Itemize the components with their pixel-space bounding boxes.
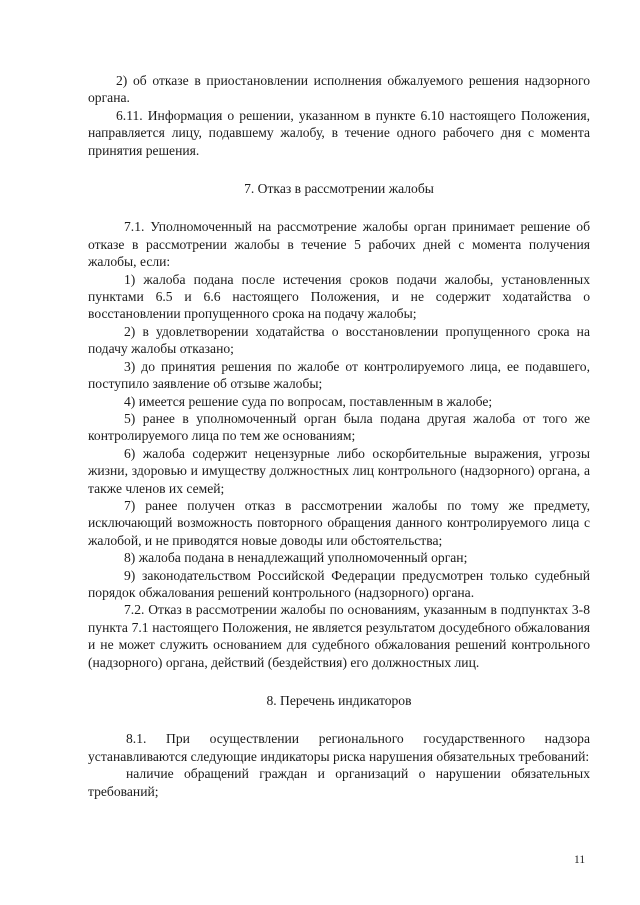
list-item-7-1-4: 4) имеется решение суда по вопросам, поставленным в жалобе; <box>124 393 493 409</box>
paragraph-8-1: 8.1. При осуществлении регионального государственного надзора устанавливаются следующие индикаторы риска нарушения обязательных требований: <box>88 731 590 764</box>
list-item-7-1-7: 7) ранее получен отказ в рассмотрении жалобы по тому же предмету, исключающий возможность повторного обращения данного контролируемого лица с жалобой, и не приводятся новые доводы или обстоятельства; <box>88 497 590 548</box>
paragraph-6-11: 6.11. Информация о решении, указанном в пункте 6.10 настоящего Положения, направляется лицу, подавшему жалобу, в течение одного рабочего дня с момента принятия решения. <box>88 107 590 158</box>
list-item-7-1-5: 5) ранее в уполномоченный орган была подана другая жалоба от того же контролируемого лица по тем же основаниям; <box>88 410 590 444</box>
list-item-8-1-1: наличие обращений граждан и организаций о нарушении обязательных требований; <box>88 766 590 799</box>
section-7-heading: 7. Отказ в рассмотрении жалобы <box>244 181 434 197</box>
page-number: 11 <box>574 854 586 866</box>
section-8-heading: 8. Перечень индикаторов <box>266 693 412 708</box>
paragraph-7-2: 7.2. Отказ в рассмотрении жалобы по основаниям, указанным в подпунктах 3-8 пункта 7.1 настоящего Положения, не является результатом досудебного обжалования и не может служить основанием для судебного обжалования решений контрольного (надзорного) органа, действий (бездействия) его должностных лиц. <box>88 602 590 670</box>
paragraph-refusal-suspension: 2) об отказе в приостановлении исполнения обжалуемого решения надзорного органа. <box>88 73 590 106</box>
list-item-7-1-3: 3) до принятия решения по жалобе от контролируемого лица, ее подавшего, поступило заявление об отзыве жалобы; <box>88 358 590 392</box>
list-item-7-1-2: 2) в удовлетворении ходатайства о восстановлении пропущенного срока на подачу жалобы отказано; <box>88 323 590 357</box>
list-item-7-1-9: 9) законодательством Российской Федерации предусмотрен только судебный порядок обжалования решений контрольного (надзорного) органа. <box>88 567 590 600</box>
paragraph-7-1: 7.1. Уполномоченный на рассмотрение жалобы орган принимает решение об отказе в рассмотрении жалобы в течение 5 рабочих дней с момента получения жалобы, если: <box>88 219 590 270</box>
list-item-7-1-1: 1) жалоба подана после истечения сроков подачи жалобы, установленных пунктами 6.5 и 6.6 настоящего Положения, и не содержит ходатайства о восстановлении пропущенного срока на подачу жалобы; <box>88 271 590 322</box>
document-body <box>88 72 590 800</box>
list-item-7-1-6: 6) жалоба содержит нецензурные либо оскорбительные выражения, угрозы жизни, здоровью и имуществу должностных лиц контрольного (надзорного) органа, а также членов их семей; <box>88 445 590 496</box>
list-item-7-1-8: 8) жалоба подана в ненадлежащий уполномоченный орган; <box>124 550 468 566</box>
